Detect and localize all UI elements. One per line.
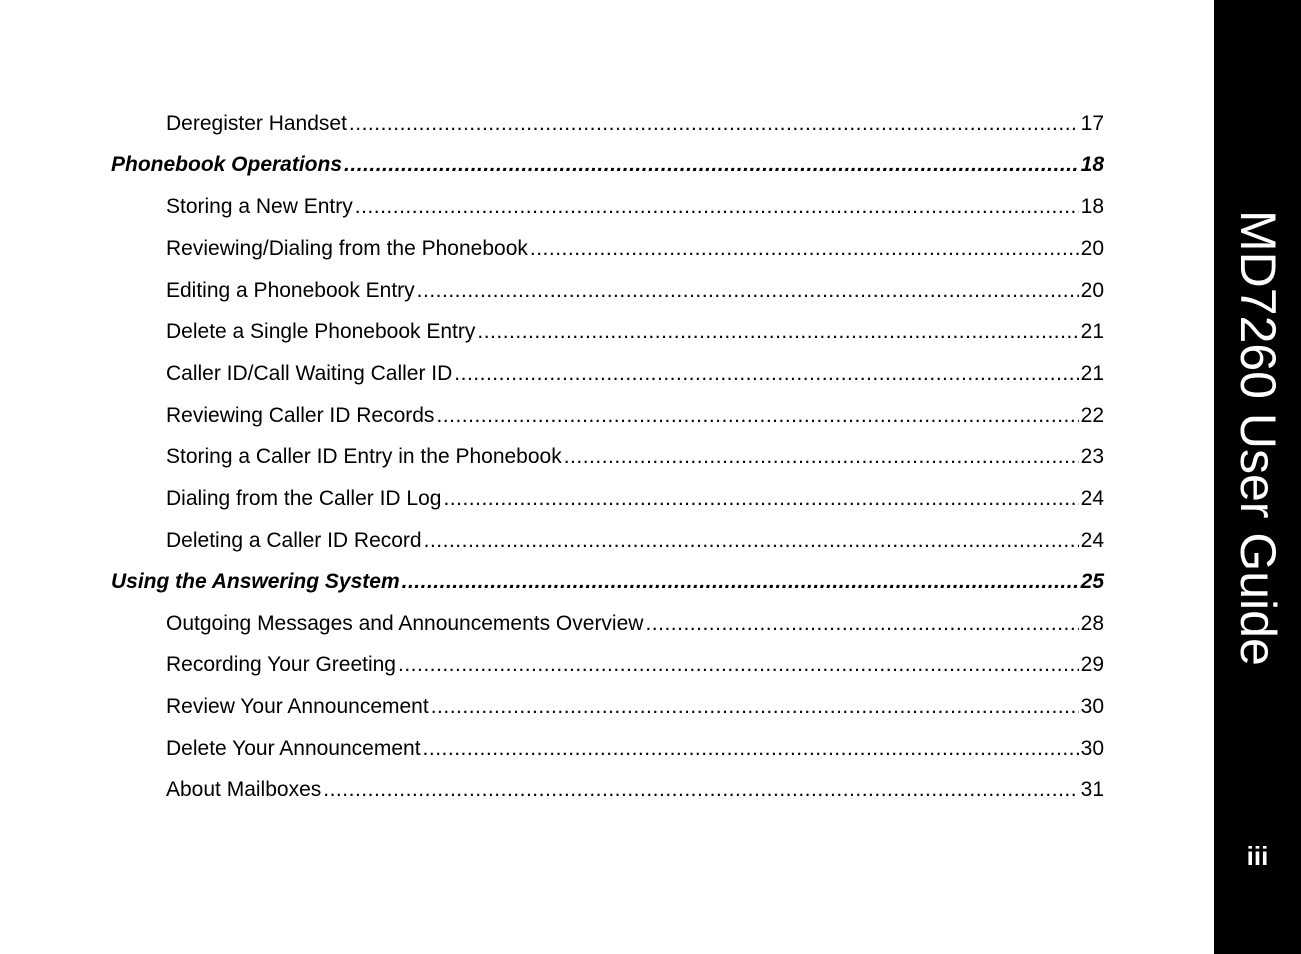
toc-entry-page: 30 — [1080, 695, 1104, 718]
dot-leader — [424, 528, 1079, 554]
toc-entry — [166, 777, 1104, 803]
toc-entry-page: 25 — [1080, 570, 1104, 593]
toc-entry — [166, 403, 1104, 429]
toc-entry-label: Deregister Handset — [166, 112, 347, 135]
toc-entry-label: Editing a Phonebook Entry — [166, 279, 415, 302]
page-number: iii — [1246, 841, 1269, 871]
dot-leader — [454, 361, 1078, 387]
toc-entry-label: Deleting a Caller ID Record — [166, 529, 422, 552]
toc-entry-label: Using the Answering System — [111, 570, 400, 593]
toc-entry-label: Phonebook Operations — [111, 153, 343, 176]
toc-entry-page: 28 — [1080, 612, 1104, 635]
toc-entry — [166, 319, 1104, 345]
toc-entry-page: 23 — [1080, 445, 1104, 468]
toc-entry — [166, 236, 1104, 262]
toc-entry-label: Reviewing/Dialing from the Phonebook — [166, 237, 528, 260]
toc-entry-page: 20 — [1080, 279, 1104, 302]
dot-leader — [530, 236, 1079, 262]
toc-entry-page: 21 — [1080, 320, 1104, 343]
dot-leader — [355, 194, 1079, 220]
toc-entry-page: 29 — [1080, 653, 1104, 676]
toc-entry — [166, 278, 1104, 304]
toc-entry-label: Storing a New Entry — [166, 195, 353, 218]
toc-entry — [166, 736, 1104, 762]
toc-entry-page: 18 — [1080, 195, 1104, 218]
toc-entry-label: Recording Your Greeting — [166, 653, 396, 676]
toc-entry-label: Outgoing Messages and Announcements Overview — [166, 612, 644, 635]
toc-section-heading — [111, 569, 1104, 595]
dot-leader — [564, 444, 1079, 470]
toc-entry-page: 22 — [1080, 404, 1104, 427]
dot-leader — [417, 278, 1079, 304]
toc-entry-page: 30 — [1080, 737, 1104, 760]
toc-entry-label: About Mailboxes — [166, 778, 322, 801]
toc-entry-page: 21 — [1080, 362, 1104, 385]
toc-entry — [166, 444, 1104, 470]
dot-leader — [431, 694, 1079, 720]
toc-entry — [166, 194, 1104, 220]
toc-entry — [166, 486, 1104, 512]
toc-entry — [166, 528, 1104, 554]
toc-entry-page: 24 — [1080, 487, 1104, 510]
toc-entry-label: Review Your Announcement — [166, 695, 429, 718]
dot-leader — [645, 611, 1078, 637]
dot-leader — [323, 777, 1078, 803]
guide-title: MD7260 User Guide — [1230, 210, 1286, 666]
toc-entry-page: 20 — [1080, 237, 1104, 260]
toc-entry-page: 24 — [1080, 529, 1104, 552]
dot-leader — [398, 652, 1079, 678]
toc-entry-label: Storing a Caller ID Entry in the Phonebook — [166, 445, 562, 468]
toc-entry-page: 17 — [1080, 112, 1104, 135]
toc-entry-label: Caller ID/Call Waiting Caller ID — [166, 362, 453, 385]
toc-entry-page: 18 — [1080, 153, 1104, 176]
toc-entry-label: Delete Your Announcement — [166, 737, 421, 760]
dot-leader — [402, 569, 1079, 595]
toc-entry-label: Dialing from the Caller ID Log — [166, 487, 442, 510]
dot-leader — [477, 319, 1078, 345]
dot-leader — [423, 736, 1079, 762]
toc-entry-page: 31 — [1080, 778, 1104, 801]
dot-leader — [349, 111, 1079, 137]
dot-leader — [344, 152, 1079, 178]
dot-leader — [443, 486, 1078, 512]
toc-entry-label: Reviewing Caller ID Records — [166, 404, 435, 427]
dot-leader — [436, 403, 1078, 429]
toc-entry — [166, 111, 1104, 137]
toc-entry — [166, 611, 1104, 637]
toc-entry — [166, 652, 1104, 678]
toc-section-heading — [111, 152, 1104, 178]
toc-entry — [166, 361, 1104, 387]
toc-entry — [166, 694, 1104, 720]
toc-entry-label: Delete a Single Phonebook Entry — [166, 320, 476, 343]
